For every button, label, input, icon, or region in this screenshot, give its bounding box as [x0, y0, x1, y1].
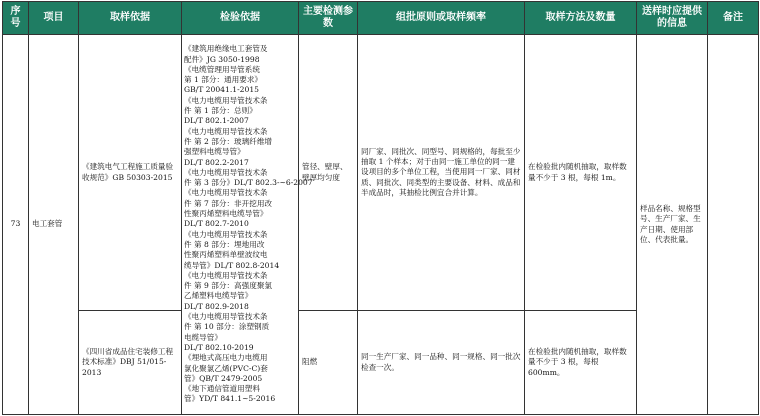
cell-remarks	[708, 35, 759, 415]
test-basis-line: 件 第 8 部分：埋地用改	[184, 239, 265, 249]
header-params: 主要检测参数	[299, 2, 358, 35]
test-basis-line: 第 1 部分：通用要求》	[184, 75, 263, 85]
test-basis-line: 管》QB/T 2479-2005	[184, 373, 263, 383]
cell-sampling-basis-1: 《建筑电气工程施工质量验收规范》GB 50303-2015	[79, 35, 182, 311]
test-basis-line: DL/T 802.2-2017	[184, 157, 249, 167]
header-seq: 序号	[3, 2, 29, 35]
test-basis-line: 《电力电缆用导管技术条	[184, 126, 268, 136]
test-basis-line: 《电力电缆用导管技术条	[184, 229, 268, 239]
test-basis-line: 件 第 7 部分：非开挖用改	[184, 198, 273, 208]
test-basis-line: 性聚丙烯塑料电缆导管》	[184, 209, 268, 219]
header-batch-rule: 组批原则或取样频率	[358, 2, 525, 35]
header-sampling-method: 取样方法及数量	[525, 2, 637, 35]
test-basis-line: 《电力电缆用导管技术条	[184, 312, 268, 322]
test-basis-line: 《电缆管理用导管系统	[184, 64, 260, 74]
test-basis-line: 《电力电缆用导管技术条	[184, 167, 268, 177]
table-row	[3, 35, 759, 311]
test-basis-line: GB/T 20041.1-2015	[184, 85, 259, 95]
test-basis-line: 《建筑用绝缘电工套管及	[184, 44, 268, 54]
test-basis-line: 件 第 3 部分》DL/T 802.3-~6-2007	[184, 178, 313, 188]
header-test-basis: 检验依据	[182, 2, 299, 35]
cell-info: 样品名称、规格型号、生产厂家、生产日期、使用部位、代表批量。	[637, 35, 708, 415]
test-basis-line: 件 第 10 部分：涂塑钢质	[184, 322, 270, 332]
sampling-table	[2, 1, 759, 415]
cell-params-1: 管径、壁厚、壁厚均匀度	[299, 35, 358, 311]
test-basis-line: 件 第 2 部分：玻璃纤维增	[184, 136, 273, 146]
test-basis-line: 乙烯塑料电缆导管》	[184, 291, 253, 301]
test-basis-line: 《埋地式高压电力电缆用	[184, 353, 268, 363]
test-basis-line: DL/T 802.10-2019	[184, 342, 254, 352]
cell-sampling-basis-2: 《四川省成品住宅装修工程技术标准》DBJ 51/015-2013	[79, 311, 182, 415]
cell-sampling-method-2: 在检验批内随机抽取，取样数量不少于 3 根，每根 600mm。	[525, 311, 637, 415]
test-basis-line: 电缆导管》	[184, 332, 222, 342]
header-row	[3, 2, 759, 35]
test-basis-line: 缆导管》DL/T 802.8-2014	[184, 260, 280, 270]
cell-item: 电工套管	[29, 35, 79, 415]
test-basis-line: 氯化聚氯乙烯(PVC-C)套	[184, 363, 268, 373]
cell-seq: 73	[3, 35, 29, 415]
test-basis-line: 件 第 1 部分：总则》	[184, 106, 257, 116]
test-basis-line: DL/T 802.9-2018	[184, 301, 249, 311]
cell-batch-rule-2: 同一生产厂家、同一品种、同一规格、同一批次检查一次。	[358, 311, 525, 415]
test-basis-line: 配件》JG 3050-1998	[184, 54, 260, 64]
header-item: 项目	[29, 2, 79, 35]
test-basis-line: 强塑料电缆导管》	[184, 147, 245, 157]
test-basis-line: 《电力电缆用导管技术条	[184, 270, 268, 280]
test-basis-line: 《电力电缆用导管技术条	[184, 188, 268, 198]
cell-sampling-method-1: 在检验批内随机抽取，取样数量不少于 3 根，每根 1m。	[525, 35, 637, 311]
test-basis-line: DL/T 802.1-2007	[184, 116, 249, 126]
header-sampling-basis: 取样依据	[79, 2, 182, 35]
test-basis-line: 《电力电缆用导管技术条	[184, 95, 268, 105]
header-info: 送样时应提供的信息	[637, 2, 708, 35]
test-basis-line: 件 第 9 部分：高强度聚氯	[184, 281, 273, 291]
test-basis-line: DL/T 802.7-2010	[184, 219, 249, 229]
test-basis-line: 《地下通信管道用塑料	[184, 384, 260, 394]
test-basis-line: 管》YD/T 841.1~5-2016	[184, 394, 276, 404]
test-basis-line: 性聚丙烯塑料单壁波纹电	[184, 250, 268, 260]
header-remarks: 备注	[708, 2, 759, 35]
cell-batch-rule-1: 同厂家、同批次、同型号、同规格的，每批至少抽取 1 个样本；对于由同一施工单位的同一建设项目的多个单位工程，当使用同一厂家、同材质、同批次、同类型的主要设备、材料、成品和半成品时，其抽检比例宜合并计算。	[358, 35, 525, 311]
cell-params-2: 阻燃	[299, 311, 358, 415]
